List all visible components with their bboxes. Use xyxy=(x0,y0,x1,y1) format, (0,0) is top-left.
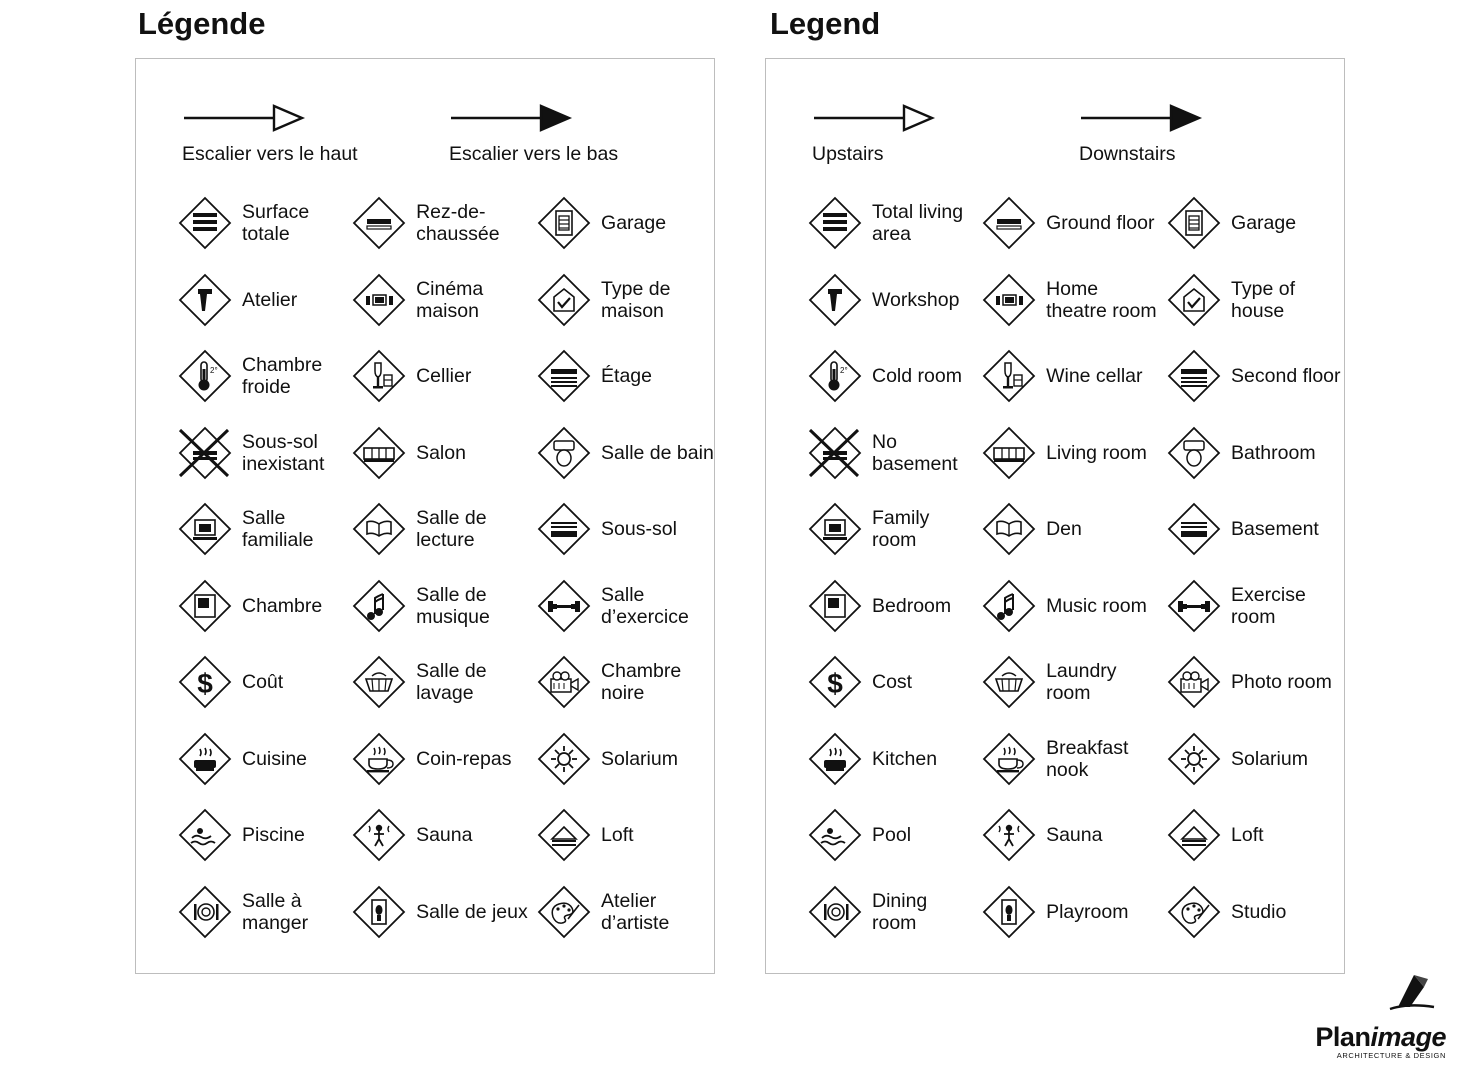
legend-item-label: Photo room xyxy=(1231,671,1332,694)
legend-item-label: Home theatre room xyxy=(1046,277,1157,322)
legend-item-label: Studio xyxy=(1231,900,1287,923)
legend-item xyxy=(535,874,714,951)
legend-item xyxy=(350,644,529,721)
stair-upstairs-label-fr: Escalier vers le haut xyxy=(182,143,358,165)
legend-item-label: Sous-sol xyxy=(601,518,677,541)
logo-text-italic: image xyxy=(1370,1022,1446,1052)
planimage-mark-icon xyxy=(1384,973,1440,1018)
legend-item-label: Étage xyxy=(601,365,652,388)
legend-item xyxy=(535,644,714,721)
stair-downstairs-fr xyxy=(425,101,714,166)
music-room-icon xyxy=(980,577,1038,635)
legend-item xyxy=(980,262,1159,339)
legend-item-label: Exercise room xyxy=(1231,583,1306,628)
cold-room-icon xyxy=(806,347,864,405)
legend-item xyxy=(806,721,974,798)
bathroom-icon xyxy=(535,424,593,482)
legend-item-label: Salon xyxy=(416,441,466,464)
studio-icon xyxy=(535,883,593,941)
legend-item-label: Atelier xyxy=(242,288,298,311)
brand-logo xyxy=(1315,1022,1446,1060)
legend-item-label: Chambre noire xyxy=(601,660,682,705)
legend-item xyxy=(806,415,974,492)
legend-item xyxy=(176,415,344,492)
legend-panel-en xyxy=(765,58,1345,974)
legend-item-label: Salle à manger xyxy=(242,889,309,934)
legend-item-label: Sauna xyxy=(1046,824,1103,847)
no-basement-icon xyxy=(176,424,234,482)
symbol-column-1-en xyxy=(766,185,974,950)
legend-item-label: Breakfast nook xyxy=(1046,736,1129,781)
legend-item-label: Pool xyxy=(872,824,912,847)
exercise-room-icon xyxy=(1165,577,1223,635)
legend-item-label: Salle de musique xyxy=(416,583,490,628)
solarium-icon xyxy=(1165,730,1223,788)
legend-item xyxy=(1165,874,1344,951)
arrow-filled-right-icon xyxy=(1079,101,1344,141)
breakfast-nook-icon xyxy=(350,730,408,788)
legend-item-label: Atelier d’artiste xyxy=(601,889,670,934)
legend-item xyxy=(535,491,714,568)
legend-item-label: Garage xyxy=(1231,212,1297,235)
legend-item xyxy=(1165,797,1344,874)
legend-item-label: Living room xyxy=(1046,441,1147,464)
legend-item-label: Bathroom xyxy=(1231,441,1316,464)
legend-item-label: Surface totale xyxy=(242,201,310,246)
legend-item xyxy=(806,185,974,262)
home-theatre-icon xyxy=(350,271,408,329)
logo-text xyxy=(1315,1022,1446,1053)
basement-icon xyxy=(1165,500,1223,558)
legend-item xyxy=(350,415,529,492)
legend-item-label: Total living area xyxy=(872,201,964,246)
stair-downstairs-label-fr: Escalier vers le bas xyxy=(449,143,619,165)
legend-item-label: Chambre froide xyxy=(242,354,323,399)
legend-item xyxy=(1165,262,1344,339)
legend-item-label: Workshop xyxy=(872,288,960,311)
bedroom-icon xyxy=(806,577,864,635)
basement-icon xyxy=(535,500,593,558)
legend-item xyxy=(980,568,1159,645)
garage-icon xyxy=(535,194,593,252)
legend-item xyxy=(1165,568,1344,645)
legend-item xyxy=(980,185,1159,262)
legend-item xyxy=(176,644,344,721)
symbol-grid-en xyxy=(766,185,1344,950)
cost-icon xyxy=(806,653,864,711)
legend-item xyxy=(176,797,344,874)
garage-icon xyxy=(1165,194,1223,252)
workshop-icon xyxy=(176,271,234,329)
legend-item xyxy=(1165,721,1344,798)
cold-room-icon xyxy=(176,347,234,405)
legend-item-label: Sauna xyxy=(416,824,473,847)
stairs-header-fr xyxy=(136,101,714,166)
legend-item-label: Salle de lecture xyxy=(416,507,487,552)
legend-item xyxy=(806,491,974,568)
legend-item xyxy=(535,568,714,645)
legend-item xyxy=(806,262,974,339)
legend-item xyxy=(350,491,529,568)
playroom-icon xyxy=(980,883,1038,941)
symbol-grid-fr xyxy=(136,185,714,950)
panel-title-en: Legend xyxy=(770,6,881,41)
symbol-column-1-fr xyxy=(136,185,344,950)
second-floor-icon xyxy=(1165,347,1223,405)
legend-item-label: Coin-repas xyxy=(416,747,512,770)
den-icon xyxy=(350,500,408,558)
legend-item xyxy=(176,338,344,415)
legend-item-label: Piscine xyxy=(242,824,305,847)
svg-text:$: $ xyxy=(197,668,213,700)
loft-icon xyxy=(1165,806,1223,864)
symbol-column-2-en xyxy=(974,185,1159,950)
symbol-column-3-fr xyxy=(529,185,714,950)
symbol-column-3-en xyxy=(1159,185,1344,950)
legend-item-label: No basement xyxy=(872,430,958,475)
legend-item-label: Laundry room xyxy=(1046,660,1117,705)
legend-item-label: Solarium xyxy=(1231,747,1308,770)
legend-item xyxy=(1165,644,1344,721)
type-of-house-icon xyxy=(535,271,593,329)
arrow-filled-right-icon xyxy=(449,101,714,141)
legend-item-label: Family room xyxy=(872,507,930,552)
legend-item xyxy=(535,338,714,415)
legend-item xyxy=(806,338,974,415)
legend-item xyxy=(980,491,1159,568)
cost-icon xyxy=(176,653,234,711)
pool-icon xyxy=(176,806,234,864)
laundry-room-icon xyxy=(350,653,408,711)
bathroom-icon xyxy=(1165,424,1223,482)
legend-item xyxy=(350,338,529,415)
solarium-icon xyxy=(535,730,593,788)
living-room-icon xyxy=(350,424,408,482)
legend-item xyxy=(350,797,529,874)
svg-text:2°: 2° xyxy=(210,366,218,376)
dining-room-icon xyxy=(176,883,234,941)
legend-item xyxy=(176,721,344,798)
legend-item xyxy=(176,262,344,339)
breakfast-nook-icon xyxy=(980,730,1038,788)
music-room-icon xyxy=(350,577,408,635)
kitchen-icon xyxy=(806,730,864,788)
legend-item-label: Cinéma maison xyxy=(416,277,484,322)
legend-panel-fr xyxy=(135,58,715,974)
legend-item-label: Cost xyxy=(872,671,913,694)
legend-item-label: Coût xyxy=(242,671,284,694)
stair-upstairs-fr xyxy=(136,101,425,166)
sauna-icon xyxy=(350,806,408,864)
legend-item xyxy=(350,721,529,798)
legend-item-label: Bedroom xyxy=(872,594,952,617)
arrow-outline-right-icon xyxy=(182,101,425,141)
loft-icon xyxy=(535,806,593,864)
legend-item xyxy=(350,874,529,951)
logo-subtitle: ARCHITECTURE & DESIGN xyxy=(1336,1051,1446,1060)
studio-icon xyxy=(1165,883,1223,941)
type-of-house-icon xyxy=(1165,271,1223,329)
legend-item xyxy=(176,568,344,645)
legend-item xyxy=(980,721,1159,798)
legend-item xyxy=(535,262,714,339)
stair-downstairs-label-en: Downstairs xyxy=(1079,143,1176,165)
legend-item-label: Sous-sol inexistant xyxy=(242,430,325,475)
home-theatre-icon xyxy=(980,271,1038,329)
legend-item-label: Ground floor xyxy=(1046,212,1155,235)
legend-item-label: Salle de jeux xyxy=(416,900,528,923)
panel-title-fr: Légende xyxy=(138,6,266,41)
legend-item-label: Solarium xyxy=(601,747,678,770)
legend-item-label: Kitchen xyxy=(872,747,938,770)
kitchen-icon xyxy=(176,730,234,788)
logo-text-main: Plan xyxy=(1315,1022,1371,1052)
sauna-icon xyxy=(980,806,1038,864)
stair-upstairs-en xyxy=(766,101,1055,166)
legend-item-label: Cuisine xyxy=(242,747,308,770)
total-living-area-icon xyxy=(806,194,864,252)
legend-item-label: Rez-de-chaussée xyxy=(416,201,500,246)
legend-item xyxy=(980,874,1159,951)
svg-text:2°: 2° xyxy=(840,366,848,376)
legend-item-label: Second floor xyxy=(1231,365,1341,388)
laundry-room-icon xyxy=(980,653,1038,711)
ground-floor-icon xyxy=(350,194,408,252)
symbol-column-2-fr xyxy=(344,185,529,950)
legend-item xyxy=(535,415,714,492)
legend-item-label: Cellier xyxy=(416,365,472,388)
legend-item-label: Loft xyxy=(1231,824,1264,847)
legend-item xyxy=(535,797,714,874)
legend-item xyxy=(350,262,529,339)
exercise-room-icon xyxy=(535,577,593,635)
pool-icon xyxy=(806,806,864,864)
legend-item-label: Cold room xyxy=(872,365,962,388)
family-room-icon xyxy=(806,500,864,558)
photo-room-icon xyxy=(535,653,593,711)
legend-item-label: Type de maison xyxy=(601,277,671,322)
legend-item xyxy=(176,874,344,951)
legend-item-label: Salle d’exercice xyxy=(601,583,689,628)
legend-item xyxy=(980,797,1159,874)
legend-item xyxy=(535,721,714,798)
legend-item xyxy=(176,491,344,568)
legend-item xyxy=(806,568,974,645)
legend-item-label: Den xyxy=(1046,518,1082,541)
legend-item-label: Wine cellar xyxy=(1046,365,1143,388)
wine-cellar-icon xyxy=(350,347,408,405)
legend-item-label: Dining room xyxy=(872,889,928,934)
bedroom-icon xyxy=(176,577,234,635)
dining-room-icon xyxy=(806,883,864,941)
legend-item xyxy=(980,338,1159,415)
legend-item xyxy=(980,644,1159,721)
legend-item xyxy=(806,644,974,721)
family-room-icon xyxy=(176,500,234,558)
wine-cellar-icon xyxy=(980,347,1038,405)
stairs-header-en xyxy=(766,101,1344,166)
legend-item xyxy=(176,185,344,262)
svg-text:$: $ xyxy=(827,668,843,700)
legend-item xyxy=(980,415,1159,492)
legend-item-label: Garage xyxy=(601,212,667,235)
legend-item xyxy=(806,797,974,874)
legend-item xyxy=(1165,185,1344,262)
no-basement-icon xyxy=(806,424,864,482)
legend-item xyxy=(806,874,974,951)
legend-item xyxy=(1165,415,1344,492)
photo-room-icon xyxy=(1165,653,1223,711)
den-icon xyxy=(980,500,1038,558)
legend-item-label: Basement xyxy=(1231,518,1319,541)
legend-item-label: Salle de bain xyxy=(601,441,714,464)
playroom-icon xyxy=(350,883,408,941)
legend-item-label: Music room xyxy=(1046,594,1147,617)
stair-downstairs-en xyxy=(1055,101,1344,166)
total-living-area-icon xyxy=(176,194,234,252)
legend-item xyxy=(350,568,529,645)
legend-item xyxy=(350,185,529,262)
legend-item-label: Loft xyxy=(601,824,634,847)
second-floor-icon xyxy=(535,347,593,405)
legend-item-label: Type of house xyxy=(1231,277,1295,322)
ground-floor-icon xyxy=(980,194,1038,252)
stair-upstairs-label-en: Upstairs xyxy=(812,143,884,165)
legend-item xyxy=(1165,491,1344,568)
legend-item xyxy=(535,185,714,262)
arrow-outline-right-icon xyxy=(812,101,1055,141)
living-room-icon xyxy=(980,424,1038,482)
legend-item-label: Salle familiale xyxy=(242,507,314,552)
legend-item-label: Playroom xyxy=(1046,900,1129,923)
legend-item xyxy=(1165,338,1344,415)
legend-item-label: Salle de lavage xyxy=(416,660,487,705)
workshop-icon xyxy=(806,271,864,329)
legend-item-label: Chambre xyxy=(242,594,323,617)
